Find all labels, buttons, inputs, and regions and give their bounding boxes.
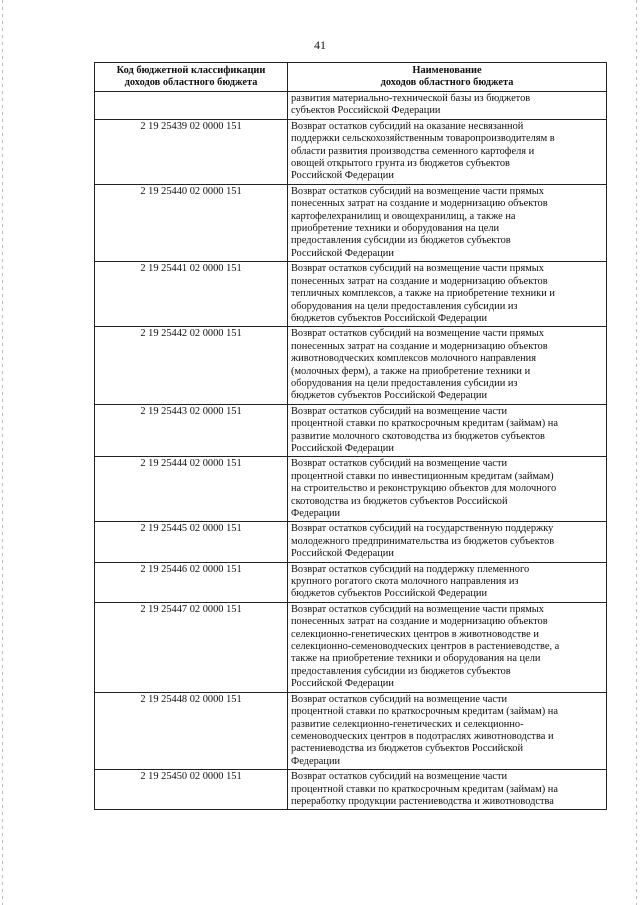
income-name-line: Возврат остатков субсидий на возмещение части прямых: [291, 263, 544, 275]
budget-code-cell: 2 19 25448 02 0000 151: [95, 692, 288, 769]
table-body: [95, 92, 607, 810]
income-name-line: крупного рогатого скота молочного направления из: [291, 576, 519, 588]
income-name-cell: [288, 119, 607, 184]
table-row: [95, 692, 607, 769]
income-name-line: процентной ставки по краткосрочным кредитам (займам) на: [291, 706, 558, 718]
header-code: [95, 63, 288, 92]
income-name-line: селекционно-генетических центров в животноводстве и: [291, 628, 539, 640]
income-name-line: растениеводства из бюджетов субъектов Российской: [291, 743, 524, 755]
income-name-line: Российской Федерации: [291, 678, 394, 690]
income-name-line: процентной ставки по краткосрочным кредитам (займам) на: [291, 783, 558, 795]
income-name-cell: [288, 562, 607, 602]
income-name-cell: [288, 522, 607, 562]
scan-edge-left: [2, 0, 3, 905]
income-name-line: Возврат остатков субсидий на государственную поддержку: [291, 523, 554, 535]
budget-code-cell: 2 19 25450 02 0000 151: [95, 770, 288, 810]
income-name-line: понесенных затрат на создание и модернизацию объектов: [291, 340, 548, 352]
income-name-cell: [288, 92, 607, 120]
income-name-line: Федерации: [291, 508, 341, 519]
income-name-line: скотоводства из бюджетов субъектов Российской: [291, 495, 508, 507]
table-row: [95, 119, 607, 184]
table-row: [95, 404, 607, 457]
budget-code-cell: 2 19 25444 02 0000 151: [95, 457, 288, 522]
table-row: [95, 457, 607, 522]
income-name-line: Возврат остатков субсидий на поддержку племенного: [291, 563, 530, 575]
income-name-line: Российской Федерации: [291, 247, 394, 259]
income-name-line: понесенных затрат на создание и модернизацию объектов: [291, 616, 548, 628]
budget-classification-table: [94, 62, 607, 810]
income-name-line: Российской Федерации: [291, 442, 394, 454]
header-name-line: Наименование: [412, 65, 482, 76]
scan-edge-right: [636, 0, 637, 905]
budget-code-cell: 2 19 25447 02 0000 151: [95, 602, 288, 692]
income-name-cell: [288, 457, 607, 522]
budget-code-cell: 2 19 25446 02 0000 151: [95, 562, 288, 602]
income-name-cell: [288, 327, 607, 404]
table-row: [95, 602, 607, 692]
income-name-line: приобретение техники и оборудования на цели: [291, 223, 500, 235]
income-name-line: Возврат остатков субсидий на оказание несвязанной: [291, 120, 524, 132]
income-name-line: оборудования на цели предоставления субсидии из: [291, 377, 518, 389]
income-name-line: Возврат остатков субсидий на возмещение части: [291, 458, 508, 470]
income-name-cell: [288, 404, 607, 457]
income-name-line: картофелехранилищ и овощехранилищ, а также на: [291, 210, 516, 222]
budget-code-cell: 2 19 25443 02 0000 151: [95, 404, 288, 457]
income-name-line: Возврат остатков субсидий на возмещение части: [291, 771, 508, 783]
budget-code-cell: 2 19 25445 02 0000 151: [95, 522, 288, 562]
income-name-line: бюджетов субъектов Российской Федерации: [291, 390, 487, 402]
budget-code-cell: 2 19 25442 02 0000 151: [95, 327, 288, 404]
income-name-line: Возврат остатков субсидий на возмещение части прямых: [291, 603, 544, 615]
header-name: [288, 63, 607, 92]
table-row: [95, 522, 607, 562]
table-row: [95, 184, 607, 261]
income-name-line: Возврат остатков субсидий на возмещение части: [291, 405, 508, 417]
header-code-line: Код бюджетной классификации: [116, 65, 266, 76]
table-row: [95, 262, 607, 327]
budget-code-cell: 2 19 25439 02 0000 151: [95, 119, 288, 184]
income-name-line: предоставления субсидии из бюджетов субъектов: [291, 665, 511, 677]
income-name-line: овощей открытого грунта из бюджетов субъектов: [291, 158, 510, 170]
income-name-line: процентной ставки по инвестиционным кредитам (займам): [291, 470, 554, 482]
income-name-line: Российской Федерации: [291, 548, 394, 560]
income-name-line: субъектов Российской Федерации: [291, 105, 441, 117]
income-name-line: бюджетов субъектов Российской Федерации: [291, 588, 487, 600]
income-name-line: Возврат остатков субсидий на возмещение части: [291, 693, 508, 705]
income-name-cell: [288, 602, 607, 692]
income-name-line: поддержки сельскохозяйственным товаропроизводителям в: [291, 133, 555, 145]
income-name-line: на строительство и реконструкцию объектов для молочного: [291, 483, 557, 495]
income-name-line: животноводческих комплексов молочного направления: [291, 353, 536, 365]
income-name-line: области развития производства семенного картофеля и: [291, 145, 535, 157]
income-name-line: понесенных затрат на создание и модернизацию объектов: [291, 198, 548, 210]
income-name-line: развитие селекционно-генетических и селекционно-: [291, 718, 524, 730]
table-row: [95, 327, 607, 404]
income-name-line: переработку продукции растениеводства и животноводства: [291, 795, 554, 807]
income-name-line: Возврат остатков субсидий на возмещение части прямых: [291, 328, 544, 340]
header-name-line: доходов областного бюджета: [380, 77, 514, 88]
income-name-line: семеноводческих центров в подотраслях животноводства и: [291, 730, 554, 742]
income-name-line: предоставления субсидии из бюджетов субъектов: [291, 235, 511, 247]
income-name-line: также на приобретение техники и оборудования на цели: [291, 653, 541, 665]
income-name-cell: [288, 770, 607, 810]
budget-code-cell: [95, 92, 288, 120]
income-name-line: Российской Федерации: [291, 170, 394, 182]
income-name-cell: [288, 184, 607, 261]
income-name-line: бюджетов субъектов Российской Федерации: [291, 312, 487, 324]
income-name-line: молодежного предпринимательства из бюджетов субъектов: [291, 535, 555, 547]
income-name-line: тепличных комплексов, а также на приобретение техники и: [291, 288, 555, 300]
income-name-line: понесенных затрат на создание и модернизацию объектов: [291, 275, 548, 287]
income-name-line: селекционно-семеноводческих центров в растениеводстве, а: [291, 641, 560, 653]
table-header-row: [95, 63, 607, 92]
income-name-line: развитие молочного скотоводства из бюджетов субъектов: [291, 430, 545, 442]
table-row: [95, 92, 607, 120]
table-row: [95, 562, 607, 602]
income-name-line: процентной ставки по краткосрочным кредитам (займам) на: [291, 418, 558, 430]
income-name-line: оборудования на цели предоставления субсидии из: [291, 300, 518, 312]
budget-code-cell: 2 19 25440 02 0000 151: [95, 184, 288, 261]
income-name-line: (молочных ферм), а также на приобретение техники и: [291, 365, 531, 377]
income-name-cell: [288, 262, 607, 327]
table-row: [95, 770, 607, 810]
budget-code-cell: 2 19 25441 02 0000 151: [95, 262, 288, 327]
income-name-cell: [288, 692, 607, 769]
income-name-line: Федерации: [291, 755, 341, 767]
page-number: 41: [314, 38, 326, 52]
income-name-line: Возврат остатков субсидий на возмещение части прямых: [291, 185, 544, 197]
income-name-line: развития материально-технической базы из бюджетов: [291, 93, 531, 104]
header-code-line: доходов областного бюджета: [124, 77, 258, 88]
